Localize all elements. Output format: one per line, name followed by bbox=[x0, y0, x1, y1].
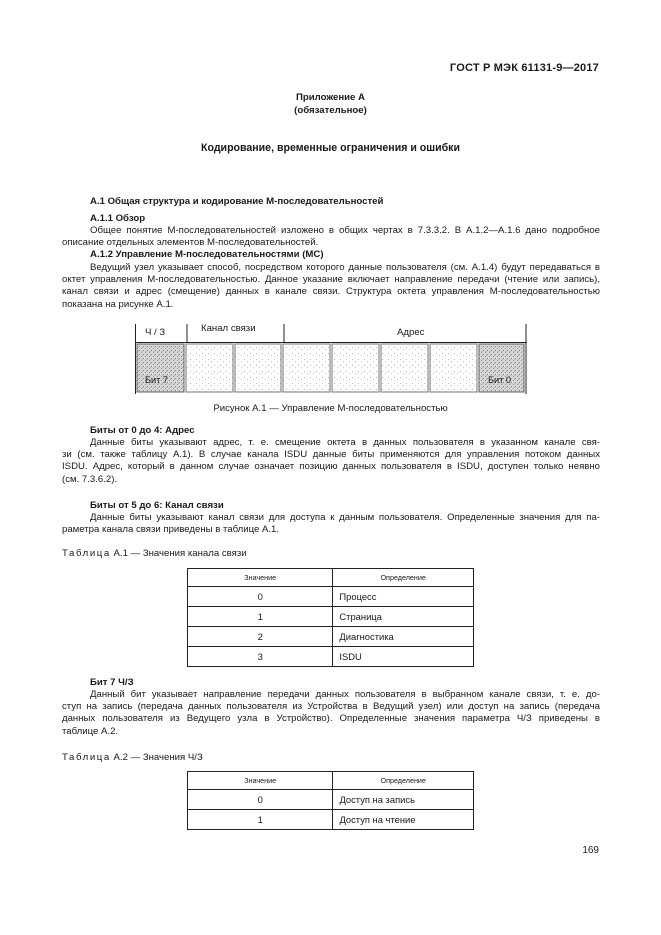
section-a11-text bbox=[62, 225, 600, 249]
table-cell-value: 1 bbox=[188, 810, 333, 830]
text-line: октет управления М-последовательностью. Данное указание включает направление передачи (чтение или запись), bbox=[62, 274, 600, 286]
table-cell-value: 0 bbox=[188, 587, 333, 607]
appendix-status: (обязательное) bbox=[294, 105, 367, 116]
table-cell-value: 3 bbox=[188, 647, 333, 667]
text-line: Данные биты указывают канал связи для доступа к данным пользователя. Определенные значения для па- bbox=[90, 512, 600, 523]
text-line: зи (см. также таблицу А.1). В случае канала ISDU данные биты применяются для управления потоком данных bbox=[62, 449, 600, 461]
table-cell-definition: Доступ на запись bbox=[333, 790, 474, 810]
table-caption-text: А.1 — Значения канала связи bbox=[113, 548, 247, 559]
bit-7-heading: Бит 7 Ч/З bbox=[90, 677, 134, 688]
text-line: описание отдельных элементов М-последовательностей. bbox=[62, 237, 319, 249]
bits-0-4-heading: Биты от 0 до 4: Адрес bbox=[90, 425, 195, 436]
table-row bbox=[188, 647, 474, 667]
table-header-cell: Определение bbox=[333, 569, 474, 587]
text-line: Ведущий узел указывает способ, посредством которого данные пользователя (см. А.1.4) будут передаваться в bbox=[90, 262, 600, 273]
bit-7-label: Бит 7 bbox=[145, 375, 169, 385]
document-header: ГОСТ Р МЭК 61131-9—2017 bbox=[449, 62, 599, 74]
text-line: ISDU. Адрес, который в данном случае означает позицию данных пользователя в ISDU, доступен только неявно bbox=[62, 461, 600, 473]
bits-0-4-text bbox=[62, 437, 600, 486]
text-line: ступ на запись (передача данных пользователя из Устройства в Ведущий узел) или доступ на запись (передача bbox=[62, 701, 600, 713]
text-line: таблице А.2. bbox=[62, 725, 119, 737]
text-line: (см. 7.3.6.2). bbox=[62, 473, 118, 485]
table-cell-value: 2 bbox=[188, 627, 333, 647]
bits-5-6-text bbox=[62, 512, 600, 536]
table-row bbox=[188, 587, 474, 607]
main-title: Кодирование, временные ограничения и ошибки bbox=[201, 142, 460, 154]
bit-0-label: Бит 0 bbox=[488, 375, 512, 385]
table-caption-prefix: Таблица bbox=[62, 752, 111, 763]
table-caption-prefix: Таблица bbox=[62, 548, 111, 559]
section-a12-heading: А.1.2 Управление М-последовательностями (МС) bbox=[90, 249, 324, 260]
figure-mc-octet-graphic bbox=[135, 322, 527, 394]
table-header-cell: Определение bbox=[333, 772, 474, 790]
table-row bbox=[188, 810, 474, 830]
text-line: канал связи и адрес (смещение) данных в канале связи. Структура октета управления М-последовательностью bbox=[62, 286, 600, 298]
text-line: Данные биты указывают адрес, т. е. смещение октета в данных пользователя в указанном канале свя- bbox=[90, 437, 600, 448]
table-header-cell: Значение bbox=[188, 772, 333, 790]
appendix-title: Приложение А bbox=[296, 92, 365, 103]
table-row bbox=[188, 607, 474, 627]
table-cell-value: 1 bbox=[188, 607, 333, 627]
text-line: Данный бит указывает направление передачи данных пользователя в выбранном канале связи, т. е. до- bbox=[90, 689, 600, 700]
table-a1 bbox=[187, 568, 474, 667]
section-a1-heading: А.1 Общая структура и кодирование М-последовательностей bbox=[90, 196, 384, 207]
table-a1-caption bbox=[62, 548, 247, 559]
field-label-address: Адрес bbox=[397, 327, 425, 338]
table-cell-definition: Доступ на чтение bbox=[333, 810, 474, 830]
table-row bbox=[188, 627, 474, 647]
table-caption-text: А.2 — Значения Ч/З bbox=[113, 752, 203, 763]
text-line: показана на рисунке А.1. bbox=[62, 298, 174, 310]
page-number: 169 bbox=[582, 845, 599, 856]
table-cell-definition: Диагностика bbox=[333, 627, 474, 647]
field-label-rw: Ч / З bbox=[145, 327, 166, 338]
text-line: раметра канала связи приведены в таблице А.1. bbox=[62, 524, 280, 536]
table-a2-caption bbox=[62, 752, 203, 763]
section-a11-heading: А.1.1 Обзор bbox=[90, 213, 146, 224]
table-a2 bbox=[187, 771, 474, 830]
field-label-channel: Канал связи bbox=[201, 323, 256, 334]
section-a12-text bbox=[62, 262, 600, 311]
table-header-cell: Значение bbox=[188, 569, 333, 587]
table-cell-value: 0 bbox=[188, 790, 333, 810]
table-cell-definition: Процесс bbox=[333, 587, 474, 607]
figure-caption: Рисунок А.1 — Управление М-последовательностью bbox=[213, 403, 448, 414]
bit-7-text bbox=[62, 689, 600, 738]
table-cell-definition: Страница bbox=[333, 607, 474, 627]
text-line: Общее понятие М-последовательностей изложено в общих чертах в 7.3.3.2. В А.1.2—А.1.6 дано подробное bbox=[90, 225, 600, 236]
text-line: данных пользователя из Ведущего узла в Устройство). Определенные значения параметра Ч/З приведены в bbox=[62, 713, 600, 725]
table-cell-definition: ISDU bbox=[333, 647, 474, 667]
table-row bbox=[188, 790, 474, 810]
figure-mc-octet bbox=[135, 322, 527, 394]
bits-5-6-heading: Биты от 5 до 6: Канал связи bbox=[90, 500, 224, 511]
